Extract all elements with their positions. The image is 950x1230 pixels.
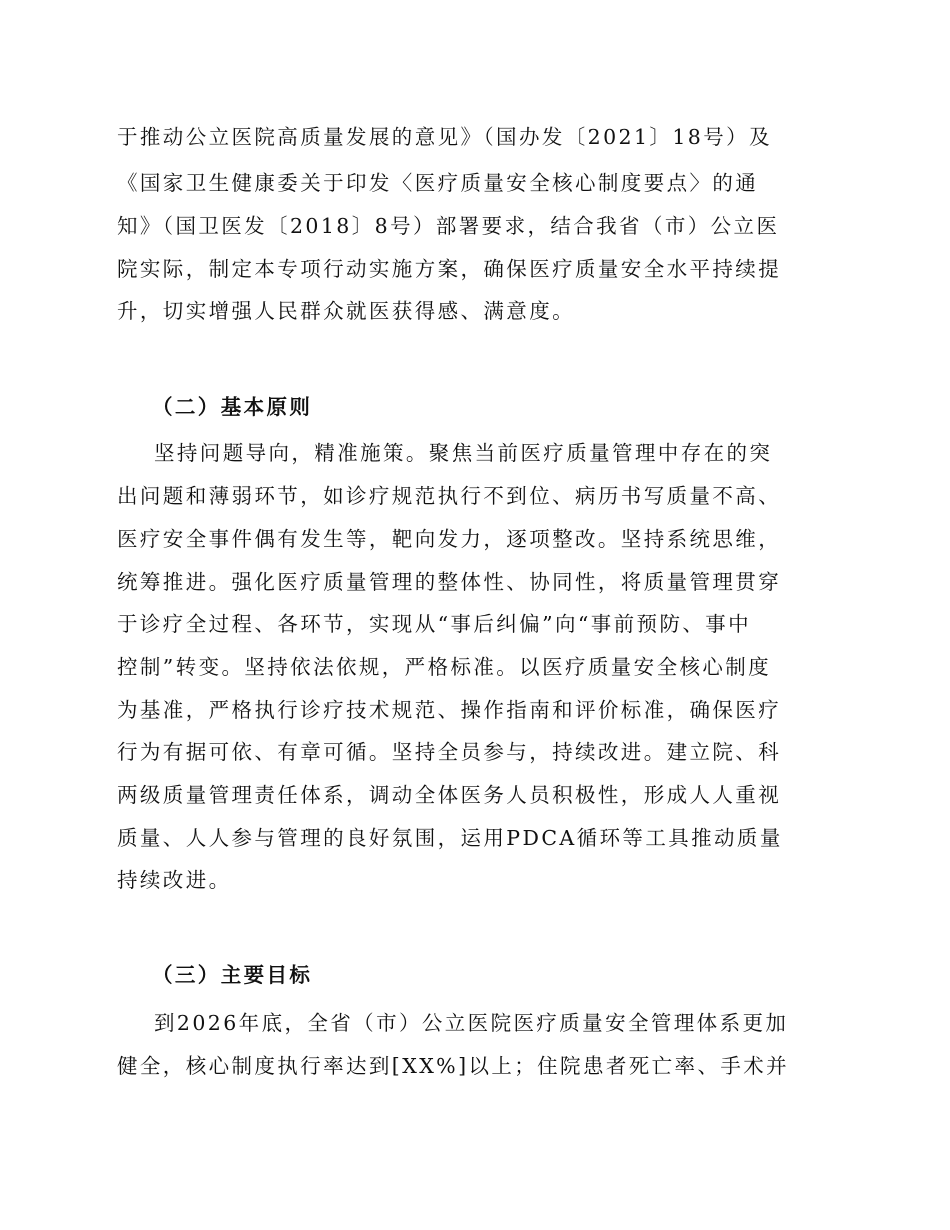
- text-line: 升，切实增强人民群众就医获得感、满意度。: [117, 299, 575, 323]
- section-heading-main-goals: （三）主要目标: [152, 963, 313, 987]
- text-line: 统筹推进。强化医疗质量管理的整体性、协同性，将质量管理贯穿: [117, 570, 782, 594]
- text-line: 健全，核心制度执行率达到[XX%]以上；住院患者死亡率、手术并: [117, 1054, 790, 1078]
- text-line: 行为有据可依、有章可循。坚持全员参与，持续改进。建立院、科: [117, 740, 782, 764]
- text-line: 质量、人人参与管理的良好氛围，运用PDCA循环等工具推动质量: [117, 826, 783, 850]
- text-line: 医疗安全事件偶有发生等，靶向发力，逐项整改。坚持系统思维，: [117, 527, 782, 551]
- text-line: 出问题和薄弱环节，如诊疗规范执行不到位、病历书写质量不高、: [117, 484, 782, 508]
- text-line: 于诊疗全过程、各环节，实现从“事后纠偏”向“事前预防、事中: [117, 612, 752, 636]
- text-line: 到2026年底，全省（市）公立医院医疗质量安全管理体系更加: [154, 1011, 789, 1035]
- text-line: 为基准，严格执行诊疗技术规范、操作指南和评价标准，确保医疗: [117, 698, 782, 722]
- text-line: 知》（国卫医发〔2018〕8号）部署要求，结合我省（市）公立医: [117, 214, 780, 238]
- section-heading-basic-principles: （二）基本原则: [152, 395, 313, 419]
- text-line: 持续改进。: [117, 868, 232, 892]
- text-line: 控制”转变。坚持依法依规，严格标准。以医疗质量安全核心制度: [117, 655, 772, 679]
- text-line: 《国家卫生健康委关于印发〈医疗质量安全核心制度要点〉的通: [117, 171, 759, 195]
- text-line: 坚持问题导向，精准施策。聚焦当前医疗质量管理中存在的突: [154, 441, 773, 465]
- text-line: 于推动公立医院高质量发展的意见》（国办发〔2021〕18号）及: [117, 125, 772, 149]
- text-line: 院实际，制定本专项行动实施方案，确保医疗质量安全水平持续提: [117, 257, 782, 281]
- text-line: 两级质量管理责任体系，调动全体医务人员积极性，形成人人重视: [117, 783, 782, 807]
